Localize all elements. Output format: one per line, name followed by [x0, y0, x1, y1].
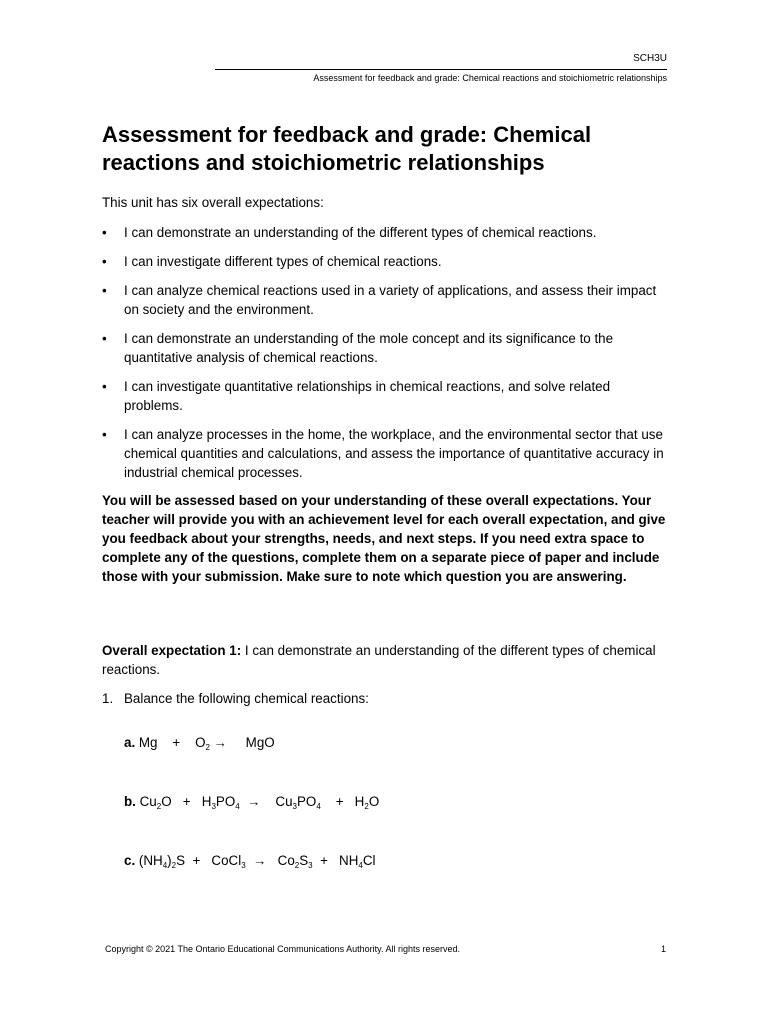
overall-expectation-label: Overall expectation 1:	[102, 643, 242, 658]
formula-text: → Co	[245, 853, 295, 868]
expectation-text: I can investigate quantitative relationships in chemical reactions, and solve related problems.	[124, 379, 611, 413]
assessment-note: You will be assessed based on your understanding of these overall expectations. Your teacher will provide you with an achievement level for each overall expectation, and give you feedback about your strengths, needs, and next steps. If you need extra space to complete any of the questions, complete them on a separate piece of paper and include those with your submission. Make sure to note which question you are answering.	[102, 493, 666, 584]
expectation-item	[102, 223, 667, 242]
subscript: 2	[294, 861, 300, 870]
formula-text: → MgO	[209, 735, 275, 750]
subscript: 3	[292, 802, 297, 811]
formula-text: PO	[215, 794, 236, 809]
reaction-c	[124, 851, 376, 870]
reaction-label: c.	[124, 853, 136, 868]
reaction-label: a.	[124, 735, 136, 750]
formula-text: + H	[320, 794, 365, 809]
bullet-icon: •	[102, 225, 107, 240]
subscript: 2	[171, 861, 177, 870]
header-subtitle: Assessment for feedback and grade: Chemical reactions and stoichiometric relationships	[313, 73, 667, 83]
formula-text: Cu	[135, 794, 157, 809]
formula-text: S + CoCl	[176, 853, 242, 868]
expectations-list	[102, 223, 667, 492]
formula-text: O + H	[161, 794, 212, 809]
bullet-icon: •	[102, 331, 107, 346]
page-number: 1	[660, 944, 666, 954]
formula-text: Cl	[362, 853, 376, 868]
course-code: SCH3U	[633, 53, 667, 64]
subscript: 4	[316, 802, 321, 811]
subscript: 4	[162, 861, 168, 870]
expectation-item	[102, 377, 667, 415]
subscript: 2	[156, 802, 162, 811]
formula-text: (NH	[135, 853, 163, 868]
bullet-icon: •	[102, 379, 107, 394]
reaction-b	[124, 792, 379, 811]
expectation-text: I can investigate different types of chemical reactions.	[124, 254, 442, 269]
formula-text: PO	[297, 794, 317, 809]
expectation-text: I can analyze processes in the home, the workplace, and the environmental sector that use chemical quantities and calculations, and assess the importance of quantitative accuracy in industrial chemical processes.	[124, 427, 664, 480]
header-divider	[215, 69, 667, 70]
expectation-text: I can demonstrate an understanding of the mole concept and its significance to the quantitative analysis of chemical reactions.	[124, 331, 614, 365]
expectation-item	[102, 281, 667, 319]
expectation-item	[102, 329, 667, 367]
expectation-item	[102, 425, 667, 482]
expectation-item	[102, 252, 667, 271]
subscript: 2	[364, 802, 369, 811]
formula-text: O	[368, 794, 380, 809]
subscript: 3	[241, 861, 246, 870]
subscript: 4	[235, 802, 240, 811]
copyright-footer: Copyright © 2021 The Ontario Educational Communications Authority. All rights reserved.	[105, 944, 460, 954]
formula-text: )	[167, 853, 172, 868]
expectation-text: I can demonstrate an understanding of the different types of chemical reactions.	[124, 225, 597, 240]
question-number: 1.	[102, 691, 114, 706]
overall-expectation-1	[102, 641, 662, 679]
subscript: 3	[308, 861, 313, 870]
formula-text: S	[299, 853, 309, 868]
question-1	[102, 689, 369, 708]
bullet-icon: •	[102, 427, 107, 442]
question-text: Balance the following chemical reactions:	[124, 691, 369, 706]
subscript: 3	[211, 802, 216, 811]
bullet-icon: •	[102, 254, 107, 269]
reaction-a	[124, 733, 275, 752]
subscript: 2	[205, 743, 210, 752]
page-title: Assessment for feedback and grade: Chemical reactions and stoichiometric relationships	[102, 122, 592, 175]
formula-text: + NH	[312, 853, 359, 868]
expectation-text: I can analyze chemical reactions used in a variety of applications, and assess their impact on society and the environment.	[124, 283, 657, 317]
formula-text: Mg + O	[135, 735, 206, 750]
subscript: 4	[358, 861, 363, 870]
overall-expectation-text: I can demonstrate an understanding of the different types of chemical reactions.	[102, 643, 656, 677]
reaction-label: b.	[124, 794, 136, 809]
formula-text: → Cu	[239, 794, 293, 809]
bullet-icon: •	[102, 283, 107, 298]
intro-text: This unit has six overall expectations:	[102, 195, 324, 210]
